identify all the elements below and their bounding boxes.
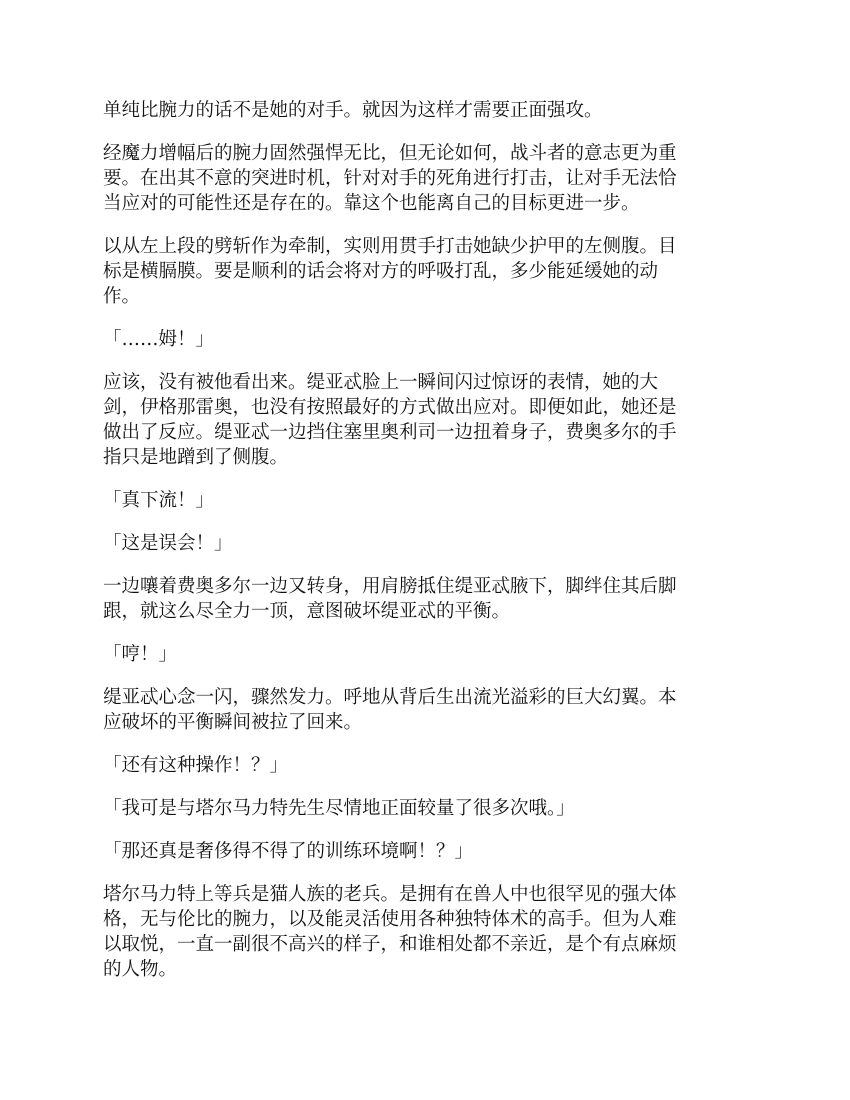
paragraph-2: 经魔力增幅后的腕力固然强悍无比，但无论如何，战斗者的意志更为重 要。在出其不意的突进时机，针对对手的死角进行打击，让对手无法恰 当应对的可能性还是存在的。靠这个也能离自己的目标更进一步。 (103, 143, 677, 214)
paragraph-5: 一边嚷着费奥多尔一边又转身，用肩膀抵住缇亚忒腋下，脚绊住其后脚 跟，就这么尽全力一顶，意图破坏缇亚忒的平衡。 (103, 576, 677, 622)
paragraph-6: 缇亚忒心念一闪，骤然发力。呼地从背后生出流光溢彩的巨大幻翼。本 应破坏的平衡瞬间被拉了回来。 (103, 687, 677, 733)
dialogue-line-2: 「真下流！」 (103, 490, 215, 511)
dialogue-line-4: 「哼！」 (103, 644, 178, 665)
document-page (103, 98, 753, 1000)
paragraph-1: 单纯比腕力的话不是她的对手。就因为这样才需要正面强攻。 (103, 100, 603, 121)
paragraph-3: 以从左上段的劈斩作为牵制，实则用贯手打击她缺少护甲的左侧腹。目 标是横膈膜。要是顺利的话会将对方的呼吸打乱，多少能延缓她的动 作。 (103, 236, 677, 307)
dialogue-line-7: 「那还真是奢侈得不得了的训练环境啊！？」 (103, 841, 474, 862)
paragraph-7: 塔尔马力特上等兵是猫人族的老兵。是拥有在兽人中也很罕见的强大体 格，无与伦比的腕力，以及能灵活使用各种独特体术的高手。但为人难 以取悦，一直一副很不高兴的样子，和谁相处都不亲近，是个有点麻烦 的人物。 (103, 884, 677, 980)
dialogue-line-3: 「这是误会！」 (103, 533, 233, 554)
dialogue-line-5: 「还有这种操作！？」 (103, 755, 289, 776)
dialogue-line-1: 「……姆！」 (103, 329, 215, 350)
dialogue-line-6: 「我可是与塔尔马力特先生尽情地正面较量了很多次哦。」 (103, 798, 575, 819)
paragraph-4: 应该，没有被他看出来。缇亚忒脸上一瞬间闪过惊讶的表情，她的大 剑，伊格那雷奥，也没有按照最好的方式做出应对。即便如此，她还是 做出了反应。缇亚忒一边挡住塞里奥利司一边扭着身子，费奥多尔的手 指只是地蹭到了侧腹。 (103, 372, 677, 468)
